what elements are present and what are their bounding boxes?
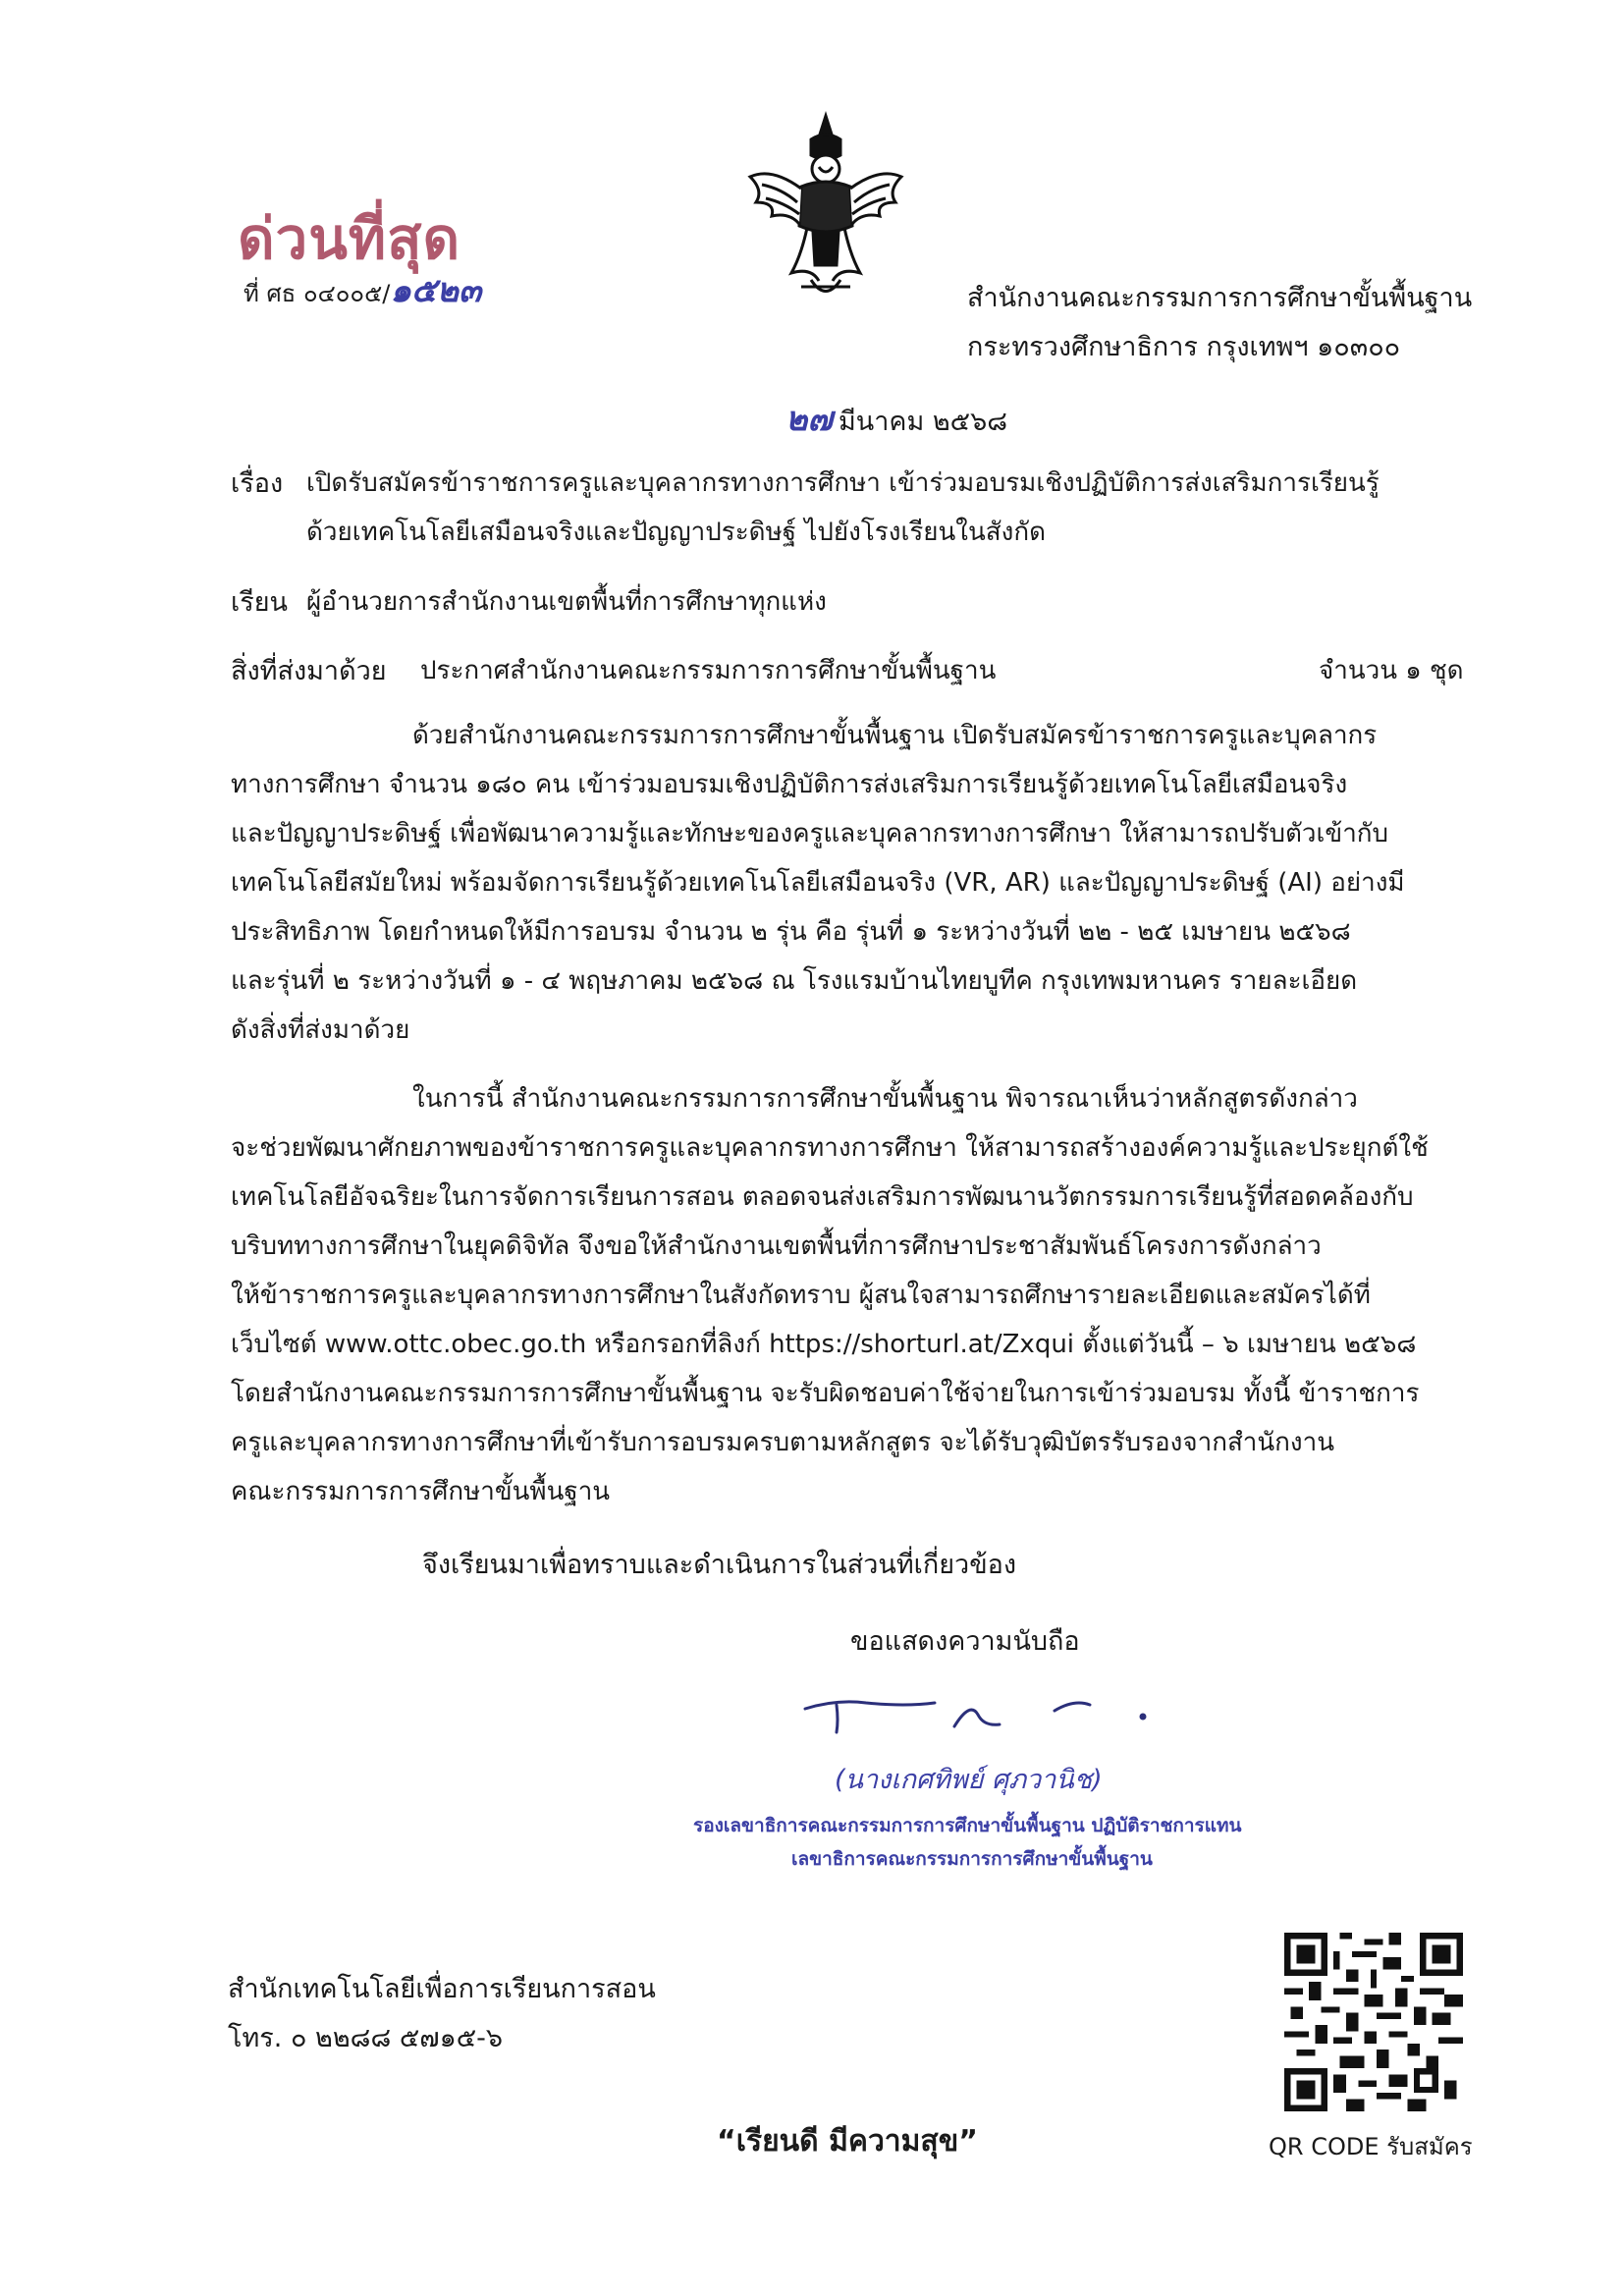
paragraph-line: ทางการศึกษา จำนวน ๑๘๐ คน เข้าร่วมอบรมเชิงปฏิบัติการส่งเสริมการเรียนรู้ด้วยเทคโนโลยีเสมือนจริง (231, 770, 1348, 799)
paragraph-line: ให้ข้าราชการครูและบุคลากรทางการศึกษาในสังกัดทราบ ผู้สนใจสามารถศึกษารายละเอียดและสมัครได้ที่ (231, 1281, 1371, 1310)
regards: ขอแสดงความนับถือ (850, 1626, 1080, 1657)
paragraph-line: เทคโนโลยีสมัยใหม่ พร้อมจัดการเรียนรู้ด้วยเทคโนโลยีเสมือนจริง (VR, AR) และปัญญาประดิษฐ์ (AI) อย่างมี (231, 868, 1405, 898)
document-number (244, 271, 481, 311)
paragraph-line: โดยสำนักงานคณะกรรมการการศึกษาขั้นพื้นฐาน จะรับผิดชอบค่าใช้จ่ายในการเข้าร่วมอบรม ทั้งนี้ ข้าราชการ (231, 1379, 1420, 1408)
paragraph-line: เทคโนโลยีอัจฉริยะในการจัดการเรียนการสอน ตลอดจนส่งเสริมการพัฒนานวัตกรรมการเรียนรู้ที่สอดคล้องกับ (231, 1182, 1414, 1212)
paragraph-line: ประสิทธิภาพ โดยกำหนดให้มีการอบรม จำนวน ๒ รุ่น คือ รุ่นที่ ๑ ระหว่างวันที่ ๒๒ - ๒๕ เมษายน ๒๕๖๘ (231, 917, 1351, 947)
paragraph-line: เว็บไซต์ www.ottc.obec.go.th หรือกรอกที่ลิงก์ https://shorturl.at/Zxqui ตั้งแต่วันนี้ – ๖ เมษายน ๒๕๖๘ (231, 1330, 1417, 1359)
paragraph-line: ครูและบุคลากรทางการศึกษาที่เข้ารับการอบรมครบตามหลักสูตร จะได้รับวุฒิบัตรรับรองจากสำนักงาน (231, 1428, 1334, 1457)
signer-position-line-1: รองเลขาธิการคณะกรรมการการศึกษาขั้นพื้นฐาน ปฏิบัติราชการแทน (693, 1815, 1242, 1836)
urgency-stamp: ด่วนที่สุด (238, 205, 461, 272)
closing-sentence: จึงเรียนมาเพื่อทราบและดำเนินการในส่วนที่เกี่ยวข้อง (422, 1550, 1017, 1580)
paragraph-line: จะช่วยพัฒนาศักยภาพของข้าราชการครูและบุคลากรทางการศึกษา ให้สามารถสร้างองค์ความรู้และประยุกต์ใช้ (231, 1133, 1429, 1163)
paragraph-line: คณะกรรมการการศึกษาขั้นพื้นฐาน (231, 1477, 611, 1506)
handwritten-signature-icon (797, 1681, 1161, 1740)
document-number-prefix: ที่ ศธ ๐๔๐๐๕/ (244, 280, 391, 307)
subject-line-1: เปิดรับสมัครข้าราชการครูและบุคลากรทางการศึกษา เข้าร่วมอบรมเชิงปฏิบัติการส่งเสริมการเรียนรู้ (306, 468, 1380, 498)
org-name: สำนักงานคณะกรรมการการศึกษาขั้นพื้นฐาน (967, 283, 1473, 313)
document-date (785, 400, 1007, 440)
footer-phone: โทร. ๐ ๒๒๘๘ ๕๗๑๕-๖ (228, 2023, 504, 2053)
paragraph-line: และรุ่นที่ ๒ ระหว่างวันที่ ๑ - ๔ พฤษภาคม ๒๕๖๘ ณ โรงแรมบ้านไทยบูทีค กรุงเทพมหานคร รายละเอียด (231, 966, 1358, 996)
date-day-handwritten: ๒๗ (785, 400, 833, 439)
qr-code-label: QR CODE รับสมัคร (1269, 2133, 1473, 2160)
enclosure-item: ประกาศสำนักงานคณะกรรมการการศึกษาขั้นพื้นฐาน (420, 656, 997, 685)
paragraph-line: ในการนี้ สำนักงานคณะกรรมการการศึกษาขั้นพื้นฐาน พิจารณาเห็นว่าหลักสูตรดังกล่าว (412, 1084, 1358, 1114)
subject-label: เรื่อง (231, 468, 284, 499)
to-label: เรียน (231, 587, 289, 618)
paragraph-line: ด้วยสำนักงานคณะกรรมการการศึกษาขั้นพื้นฐาน เปิดรับสมัครข้าราชการครูและบุคลากร (412, 721, 1378, 750)
enclosure-label: สิ่งที่ส่งมาด้วย (231, 656, 387, 686)
footer-office: สำนักเทคโนโลยีเพื่อการเรียนการสอน (228, 1974, 656, 2004)
body-paragraph-2 (231, 1074, 1478, 1516)
signer-name: (นางเกศทิพย์ ศุภวานิช) (835, 1765, 1103, 1795)
garuda-emblem-icon (742, 108, 909, 304)
paragraph-line: และปัญญาประดิษฐ์ เพื่อพัฒนาความรู้และทักษะของครูและบุคลากรทางการศึกษา ให้สามารถปรับตัวเข้ากับ (231, 819, 1389, 848)
signer-position-line-2: เลขาธิการคณะกรรมการการศึกษาขั้นพื้นฐาน (791, 1848, 1153, 1870)
footer-motto: “เรียนดี มีความสุข” (717, 2124, 978, 2159)
paragraph-line: บริบททางการศึกษาในยุคดิจิทัล จึงขอให้สำนักงานเขตพื้นที่การศึกษาประชาสัมพันธ์โครงการดังกล่าว (231, 1231, 1322, 1261)
document-number-handwritten: ๑๕๒๓ (390, 271, 482, 310)
to-recipient: ผู้อำนวยการสำนักงานเขตพื้นที่การศึกษาทุกแห่ง (306, 587, 827, 617)
org-address: กระทรวงศึกษาธิการ กรุงเทพฯ ๑๐๓๐๐ (967, 332, 1401, 362)
subject-line-2: ด้วยเทคโนโลยีเสมือนจริงและปัญญาประดิษฐ์ ไปยังโรงเรียนในสังกัด (306, 518, 1046, 547)
qr-code-icon[interactable] (1284, 1933, 1463, 2111)
paragraph-line: ดังสิ่งที่ส่งมาด้วย (231, 1015, 410, 1045)
date-month-year: มีนาคม ๒๕๖๘ (838, 407, 1008, 437)
body-paragraph-1 (231, 711, 1478, 1055)
enclosure-quantity: จำนวน ๑ ชุด (1319, 656, 1464, 685)
